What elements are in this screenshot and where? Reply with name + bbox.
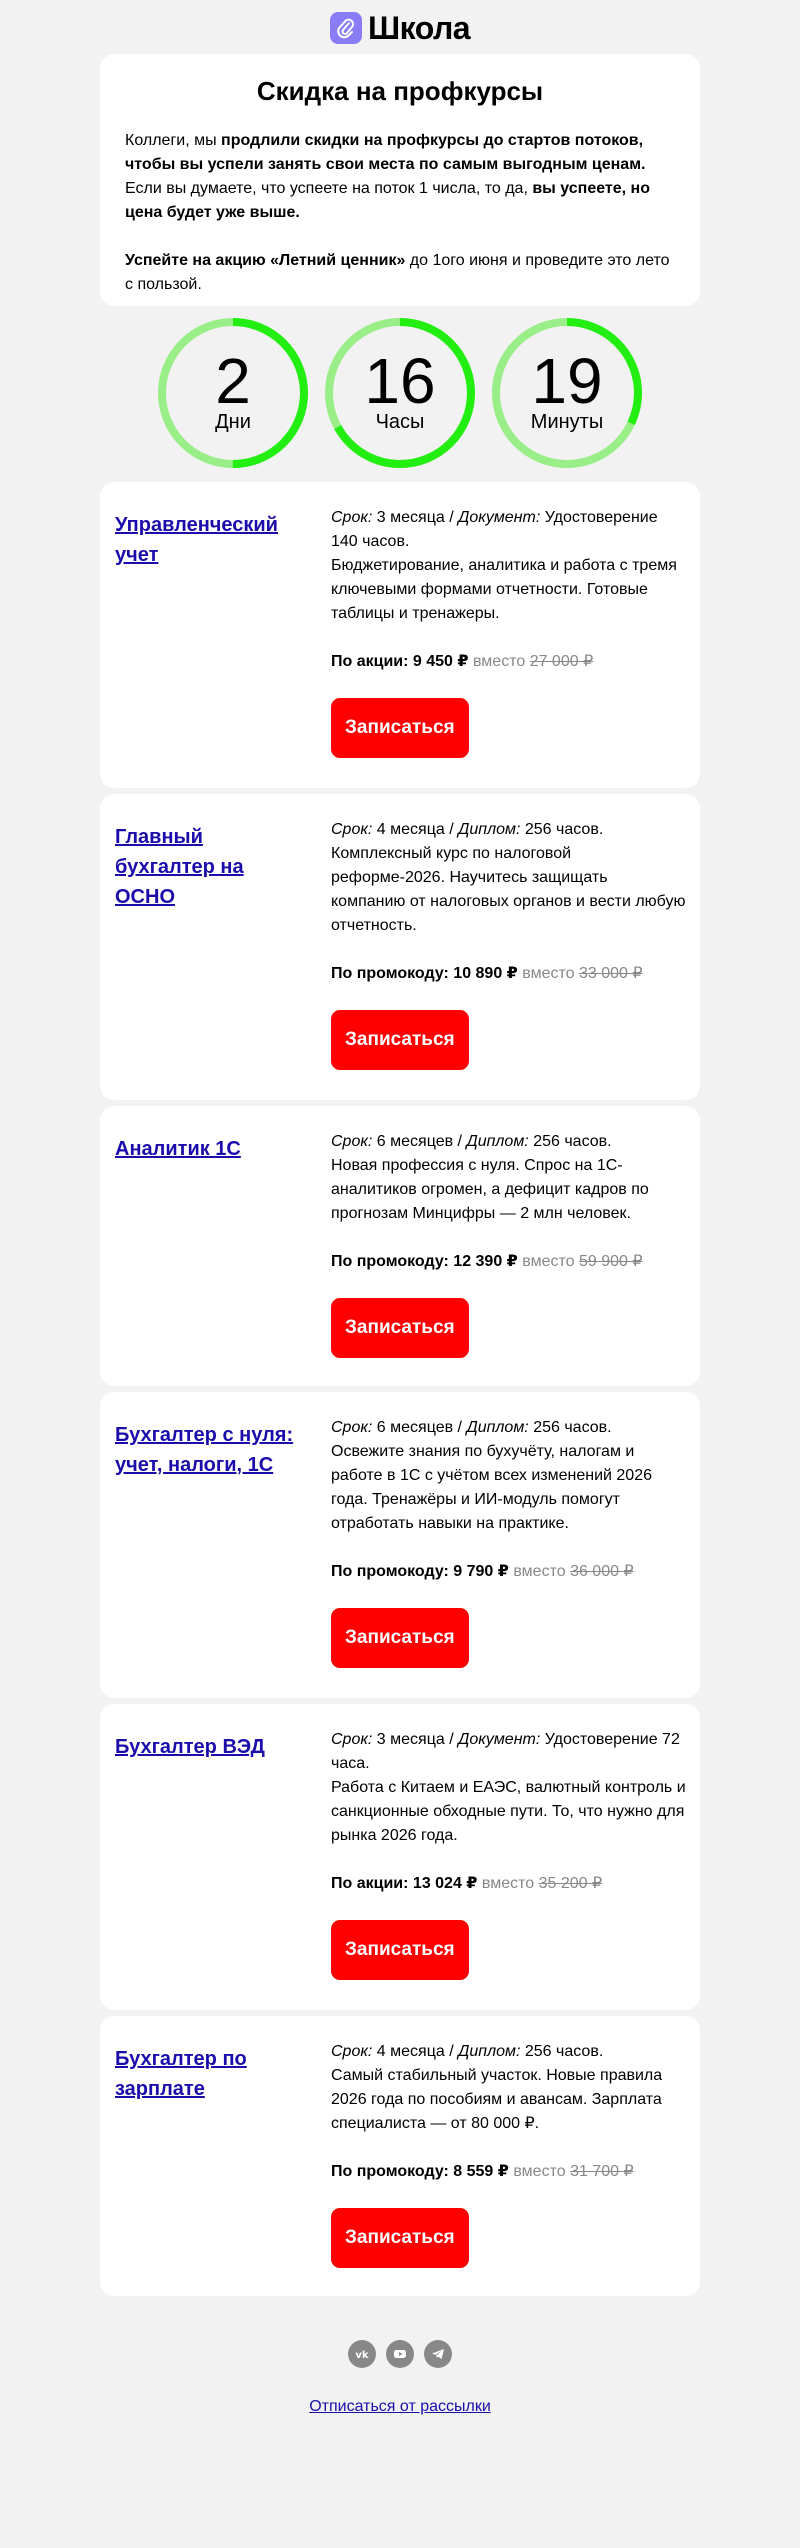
- course-card: [100, 1392, 700, 1698]
- social-links: [0, 2340, 800, 2368]
- brand-name: Школа: [367, 9, 471, 46]
- course-info: [331, 1130, 686, 1358]
- countdown-timer: [158, 318, 642, 468]
- youtube-icon[interactable]: [386, 2340, 414, 2368]
- course-card: [100, 794, 700, 1100]
- course-title-link[interactable]: Управленческий учет: [115, 514, 278, 566]
- intro-text-bold: продлили скидки на профкурсы до стартов потоков, чтобы вы успели занять свои места по самым выгодным ценам.: [125, 132, 646, 173]
- course-meta: Срок: 6 месяцев / Диплом: 256 часов.: [331, 1133, 612, 1150]
- course-price: По промокоду: 8 559 ₽ вместо 31 700 ₽: [331, 2163, 634, 2180]
- svg-text:vk: vk: [355, 2350, 369, 2361]
- course-info: [331, 1728, 686, 1980]
- intro-text: Коллеги, мы: [125, 132, 222, 149]
- course-title-link[interactable]: Бухгалтер с нуля: учет, налоги, 1С: [115, 1424, 294, 1476]
- timer-label: Часы: [375, 411, 425, 433]
- timer-value: 2: [215, 345, 251, 417]
- course-description: Работа с Китаем и ЕАЭС, валютный контроль и санкционные обходные пути. То, что нужно для рынка 2026 года.: [331, 1779, 686, 1844]
- course-meta: Срок: 6 месяцев / Диплом: 256 часов.: [331, 1419, 612, 1436]
- course-meta: Срок: 3 месяца / Документ: Удостоверение 140 часов.: [331, 509, 658, 550]
- course-description: Комплексный курс по налоговой реформе-2026. Научитесь защищать компанию от налоговых органов и вести любую отчетность.: [331, 845, 686, 934]
- intro-card: [100, 54, 700, 306]
- course-meta: Срок: 3 месяца / Документ: Удостоверение 72 часа.: [331, 1731, 680, 1772]
- enroll-button[interactable]: Записаться: [331, 1010, 469, 1070]
- logo[interactable]: [330, 10, 470, 47]
- course-title-link[interactable]: Аналитик 1С: [115, 1138, 241, 1160]
- timer-hours: [325, 318, 475, 468]
- intro-text-bold: вы успеете, но цена будет уже выше.: [125, 180, 650, 221]
- timer-label: Минуты: [530, 411, 604, 433]
- course-price: По акции: 13 024 ₽ вместо 35 200 ₽: [331, 1875, 603, 1892]
- timer-minutes: [492, 318, 642, 468]
- timer-days: [158, 318, 308, 468]
- course-price: По акции: 9 450 ₽ вместо 27 000 ₽: [331, 653, 594, 670]
- course-description: Самый стабильный участок. Новые правила 2026 года по пособиям и авансам. Зарплата специалиста — от 80 000 ₽.: [331, 2067, 663, 2132]
- course-title-link[interactable]: Бухгалтер ВЭД: [115, 1736, 265, 1758]
- course-price: По промокоду: 9 790 ₽ вместо 36 000 ₽: [331, 1563, 634, 1580]
- enroll-button[interactable]: Записаться: [331, 698, 469, 758]
- course-description: Новая профессия с нуля. Спрос на 1С-аналитиков огромен, а дефицит кадров по прогнозам Минцифры — 2 млн человек.: [331, 1157, 649, 1222]
- header: [0, 0, 800, 56]
- course-info: [331, 2040, 686, 2268]
- course-title-link[interactable]: Главный бухгалтер на ОСНО: [115, 826, 244, 908]
- course-meta: Срок: 4 месяца / Диплом: 256 часов.: [331, 821, 604, 838]
- course-description: Бюджетирование, аналитика и работа с тремя ключевыми формами отчетности. Готовые таблицы и тренажеры.: [331, 557, 677, 622]
- enroll-button[interactable]: Записаться: [331, 1608, 469, 1668]
- intro-paragraph-1: [125, 129, 675, 225]
- intro-text-bold: Успейте на акцию «Летний ценник»: [125, 252, 406, 269]
- timer-value: 16: [364, 345, 436, 417]
- course-title-link[interactable]: Бухгалтер по зарплате: [115, 2048, 247, 2100]
- course-card: [100, 2016, 700, 2296]
- vk-icon[interactable]: [348, 2340, 376, 2368]
- enroll-button[interactable]: Записаться: [331, 2208, 469, 2268]
- course-card: [100, 1106, 700, 1386]
- course-meta: Срок: 4 месяца / Диплом: 256 часов.: [331, 2043, 604, 2060]
- timer-label: Дни: [215, 411, 251, 433]
- intro-title: Скидка на профкурсы: [256, 76, 544, 106]
- course-info: [331, 506, 686, 758]
- course-info: [331, 1416, 686, 1668]
- intro-text: до 1ого июня и проведите это лето с пользой.: [125, 252, 670, 293]
- course-info: [331, 818, 686, 1070]
- intro-text: Если вы думаете, что успеете на поток 1 числа, то да,: [125, 180, 533, 197]
- enroll-button[interactable]: Записаться: [331, 1920, 469, 1980]
- enroll-button[interactable]: Записаться: [331, 1298, 469, 1358]
- timer-value: 19: [531, 345, 603, 417]
- course-card: [100, 1704, 700, 2010]
- paperclip-icon: [330, 12, 362, 44]
- unsubscribe-link[interactable]: Отписаться от рассылки: [309, 2398, 491, 2415]
- intro-paragraph-2: [125, 249, 675, 297]
- course-card: [100, 482, 700, 788]
- course-price: По промокоду: 10 890 ₽ вместо 33 000 ₽: [331, 965, 643, 982]
- course-price: По промокоду: 12 390 ₽ вместо 59 900 ₽: [331, 1253, 643, 1270]
- course-description: Освежите знания по бухучёту, налогам и работе в 1С с учётом всех изменений 2026 года. Тренажёры и ИИ-модуль помогут отработать навыки на практике.: [331, 1443, 652, 1532]
- telegram-icon[interactable]: [424, 2340, 452, 2368]
